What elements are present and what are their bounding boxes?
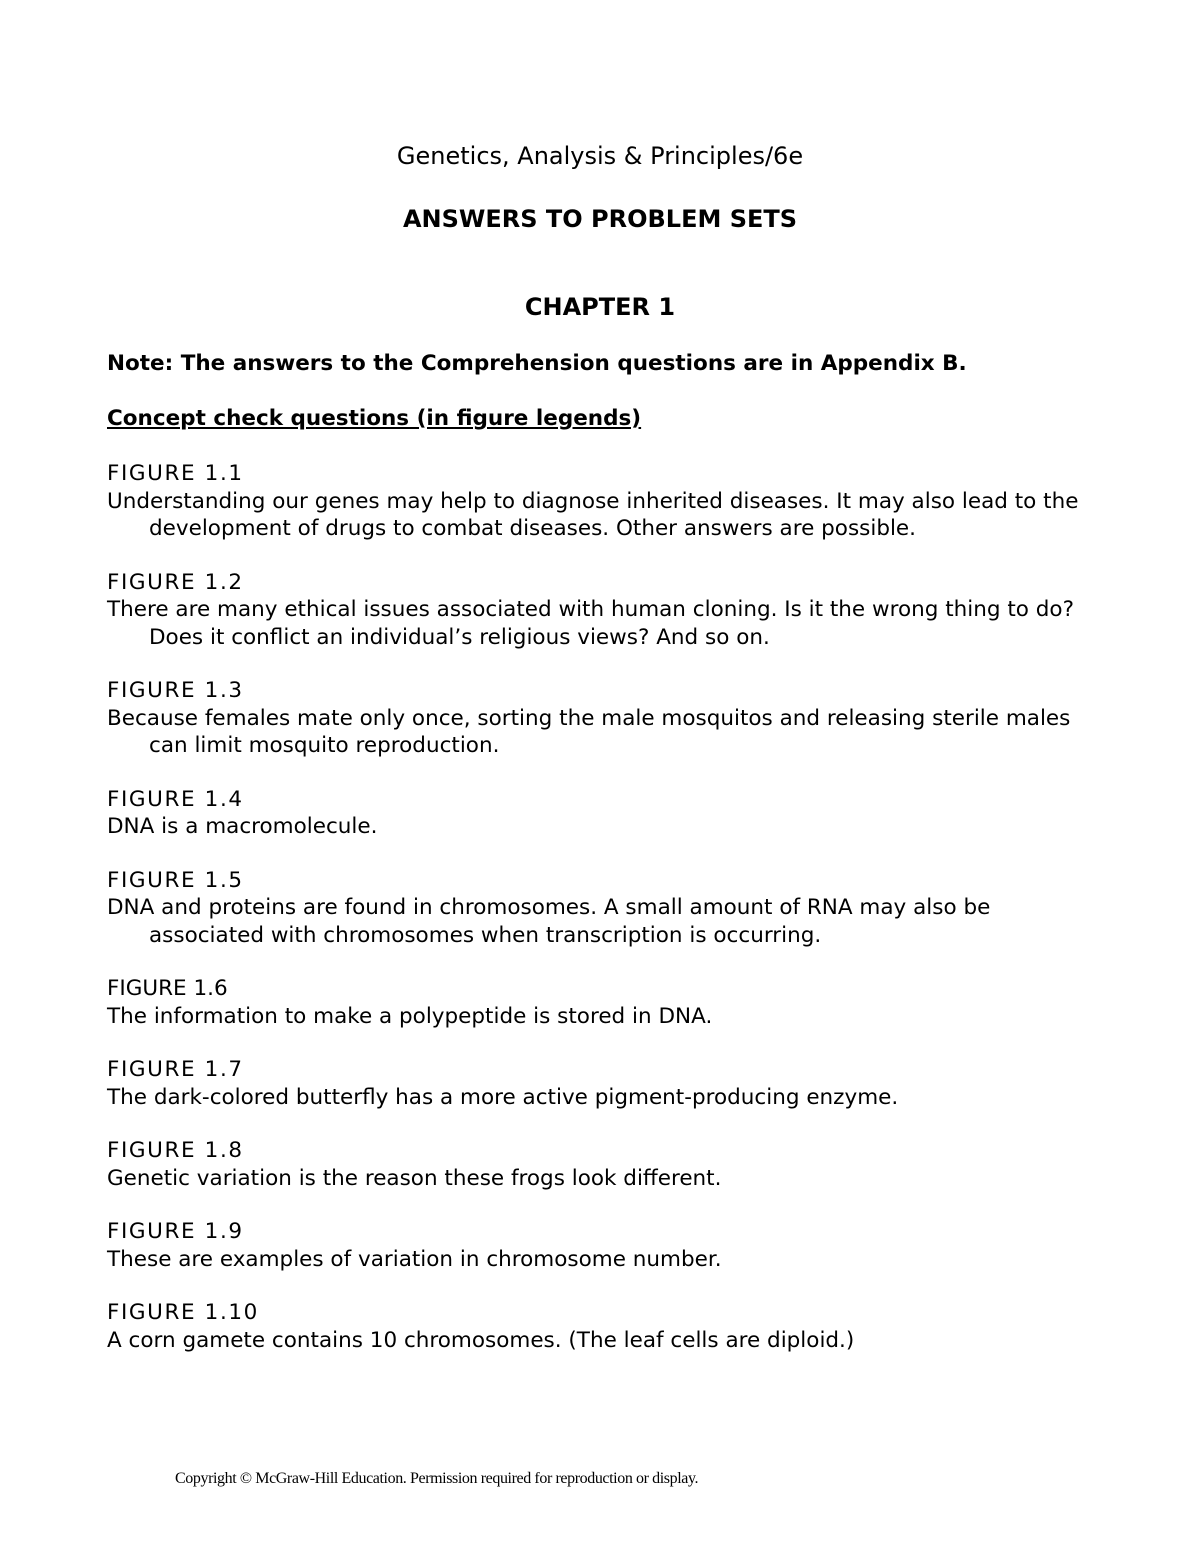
figure-label: FIGURE 1.10 [107, 1300, 259, 1325]
figure-label: FIGURE 1.9 [107, 1219, 244, 1244]
figure-answer-text: The information to make a polypeptide is stored in DNA. [107, 1003, 713, 1029]
figure-answer [107, 677, 1107, 760]
figure-label: FIGURE 1.2 [107, 569, 244, 595]
book-title: Genetics, Analysis & Principles/6e [396, 142, 804, 170]
figure-answer [107, 1218, 1107, 1273]
figure-answers-list [107, 460, 1107, 1380]
figure-label: FIGURE 1.3 [107, 678, 244, 703]
figure-answer [107, 867, 1107, 950]
figure-answer-text: The dark-colored butterfly has a more active pigment-producing enzyme. [107, 1084, 899, 1110]
figure-answer-text: There are many ethical issues associated with human cloning. Is it the wrong thing to do? Does it conflict an individual’s religious views? And so on. [107, 597, 1074, 650]
figure-answer-text: Understanding our genes may help to diagnose inherited diseases. It may also lead to the development of drugs to combat diseases. Other answers are possible. [107, 488, 1079, 541]
figure-label: FIGURE 1.6 [107, 976, 228, 1001]
figure-answer-text: A corn gamete contains 10 chromosomes. (The leaf cells are diploid.) [107, 1327, 855, 1353]
figure-label: FIGURE 1.8 [107, 1138, 244, 1163]
figure-answer [107, 975, 1107, 1030]
figure-answer [107, 569, 1107, 652]
figure-answer-text: DNA and proteins are found in chromosomes. A small amount of RNA may also be associated with chromosomes when transcription is occurring. [107, 895, 991, 948]
chapter-title: CHAPTER 1 [524, 293, 676, 321]
figure-answer-text: Genetic variation is the reason these frogs look different. [107, 1165, 722, 1191]
figure-answer [107, 1056, 1107, 1111]
figure-answer-text: These are examples of variation in chromosome number. [107, 1246, 722, 1272]
document-title: ANSWERS TO PROBLEM SETS [402, 205, 798, 233]
figure-answer [107, 1299, 1107, 1354]
section-heading: Concept check questions (in figure legends) [107, 406, 642, 431]
comprehension-note: Note: The answers to the Comprehension questions are in Appendix B. [107, 351, 967, 376]
figure-label: FIGURE 1.7 [107, 1057, 244, 1082]
figure-label: FIGURE 1.1 [107, 461, 244, 486]
copyright-footer: Copyright © McGraw-Hill Education. Permission required for reproduction or display. [175, 1470, 699, 1487]
figure-answer-text: Because females mate only once, sorting the male mosquitos and releasing sterile males can limit mosquito reproduction. [107, 705, 1071, 758]
figure-label: FIGURE 1.4 [107, 786, 244, 812]
figure-answer [107, 1137, 1107, 1192]
figure-answer-text: DNA is a macromolecule. [107, 814, 378, 839]
figure-label: FIGURE 1.5 [107, 867, 244, 893]
figure-answer [107, 460, 1107, 543]
figure-answer [107, 786, 1107, 841]
